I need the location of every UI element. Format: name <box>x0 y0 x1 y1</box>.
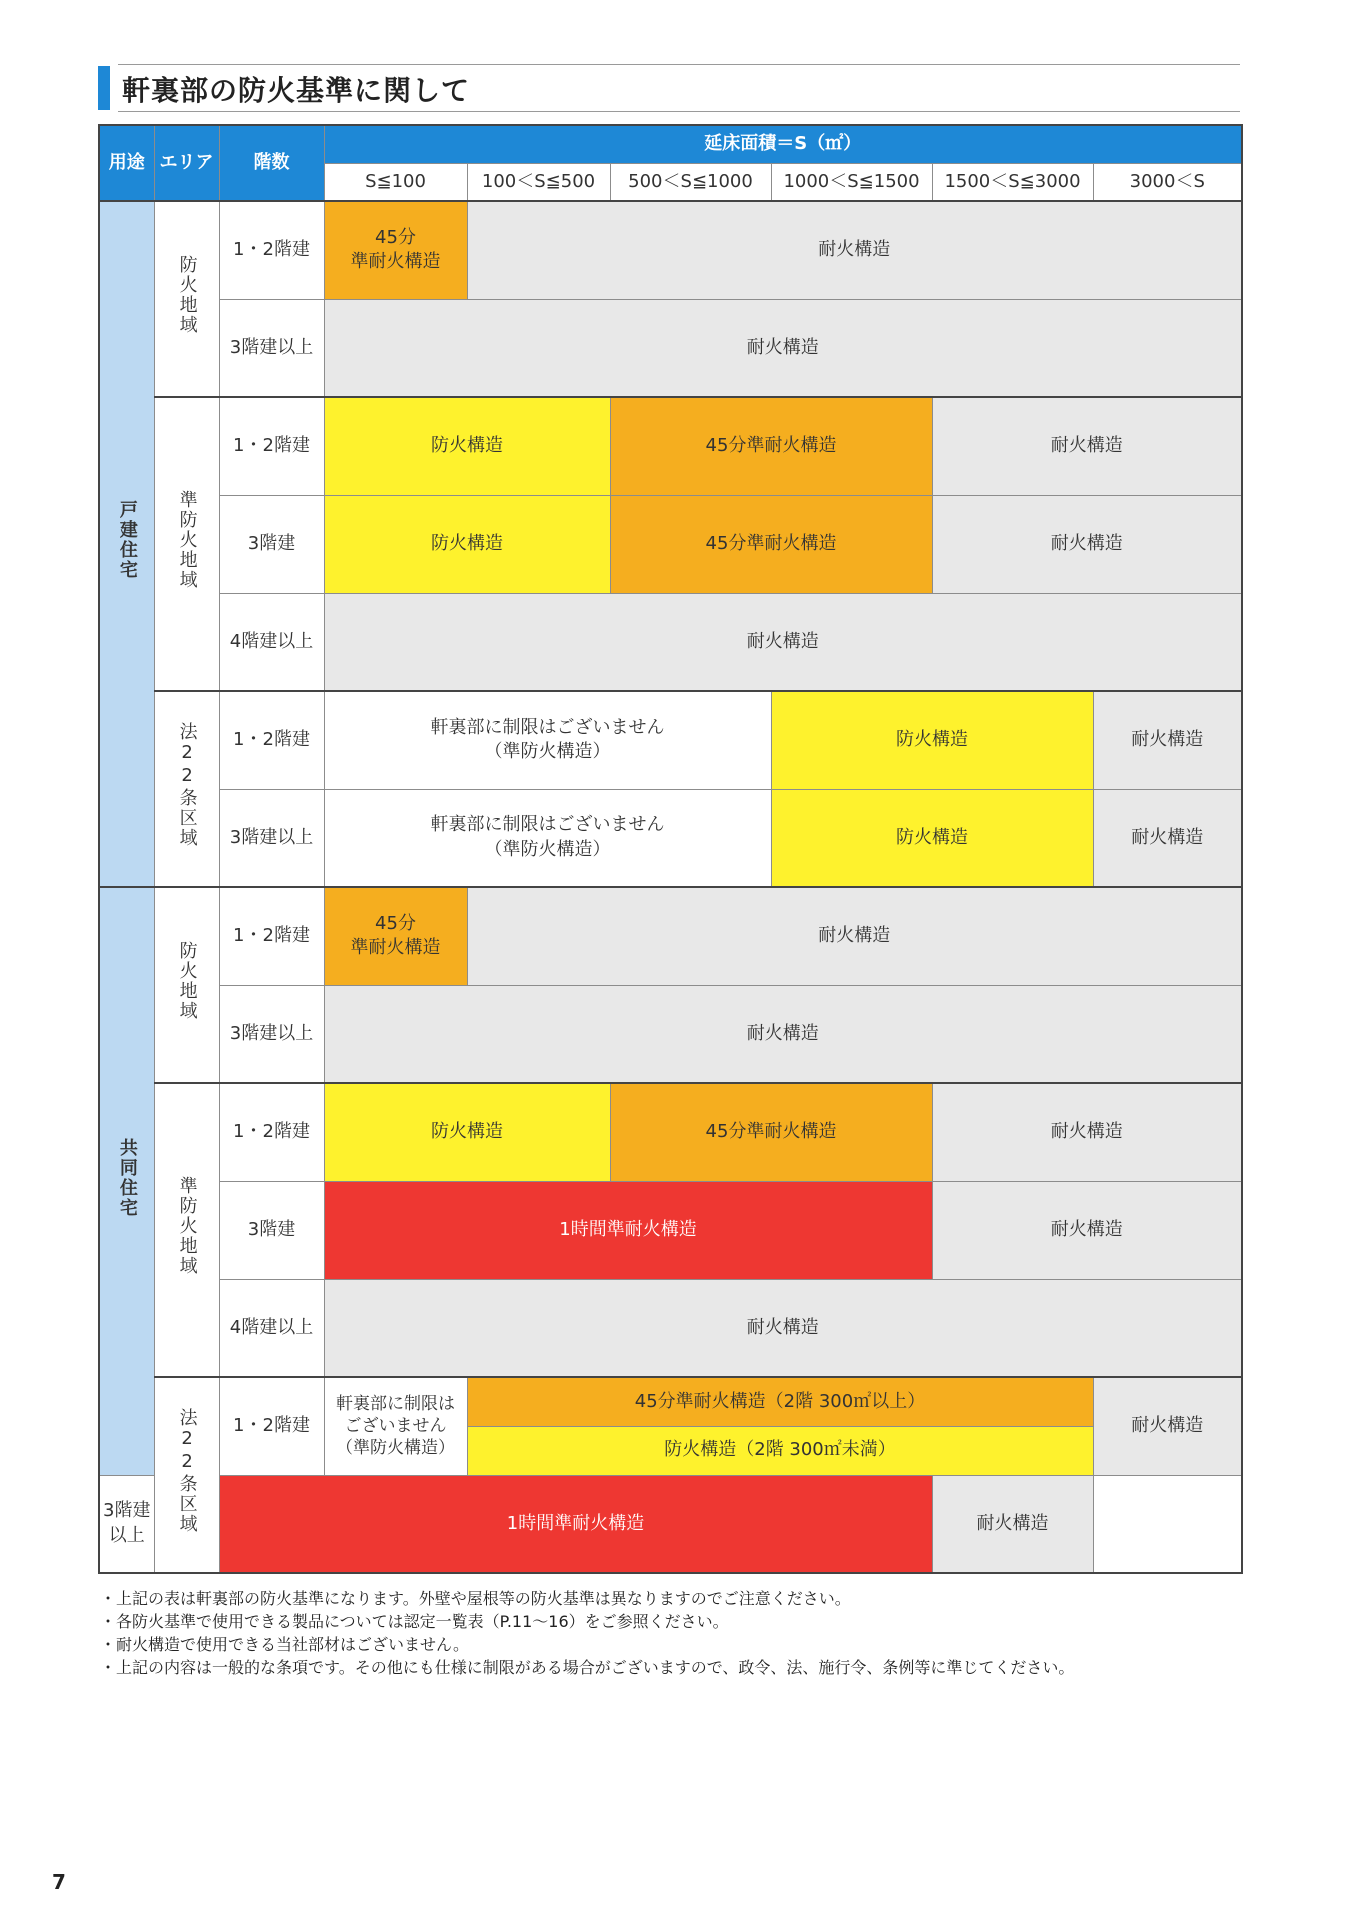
area-fire-zone <box>154 887 219 1083</box>
floor-label: 3階建 <box>219 1181 324 1279</box>
cell-text: 軒裏部に制限は <box>336 1394 455 1415</box>
floor-label: 3階建以上 <box>219 299 324 397</box>
cell-fire-prevention: 防火構造 <box>324 495 610 593</box>
area-fire-zone-label: 防火地域 <box>176 941 198 1022</box>
range-2: 100＜S≦500 <box>467 163 610 201</box>
table-row <box>99 201 1242 299</box>
area-fire-zone-label: 防火地域 <box>176 255 198 336</box>
floor-label: 1・2階建 <box>219 201 324 299</box>
floor-label: 3階建以上 <box>99 1475 154 1573</box>
cell-no-restriction <box>324 789 771 887</box>
table-row <box>99 593 1242 691</box>
cell-fireproof: 耐火構造 <box>1093 691 1242 789</box>
cell-45min <box>324 201 467 299</box>
cell-45min-2f-over: 45分準耐火構造（2階 300㎡以上） <box>467 1377 1093 1426</box>
note-item: ・耐火構造で使用できる当社部材はございません。 <box>100 1635 469 1654</box>
table-row <box>99 1377 1242 1426</box>
cell-fireproof: 耐火構造 <box>324 593 1242 691</box>
area-article22 <box>154 691 219 887</box>
cell-no-restriction <box>324 1377 467 1475</box>
area-fire-zone <box>154 201 219 397</box>
floor-label: 1・2階建 <box>219 691 324 789</box>
use-detached <box>99 201 154 887</box>
cell-text: 軒裏部に制限はございません <box>430 716 665 738</box>
cell-text: 軒裏部に制限はございません <box>430 814 665 836</box>
cell-1hour: 1時間準耐火構造 <box>324 1181 932 1279</box>
cell-fireproof: 耐火構造 <box>467 887 1242 985</box>
cell-text: 45分 <box>375 226 416 248</box>
cell-45min: 45分準耐火構造 <box>610 1083 932 1181</box>
area-quasi-fire-zone <box>154 397 219 691</box>
notes <box>100 1587 1250 1679</box>
range-1: S≦100 <box>324 163 467 201</box>
cell-fireproof: 耐火構造 <box>1093 1377 1242 1475</box>
cell-fire-prevention: 防火構造 <box>771 691 1093 789</box>
table-row <box>99 1181 1242 1279</box>
floor-label: 1・2階建 <box>219 1377 324 1475</box>
floor-label: 1・2階建 <box>219 397 324 495</box>
header-floors: 階数 <box>219 125 324 201</box>
range-6: 3000＜S <box>1093 163 1242 201</box>
cell-45min <box>324 887 467 985</box>
cell-fireproof: 耐火構造 <box>932 1181 1242 1279</box>
cell-fireproof: 耐火構造 <box>324 1279 1242 1377</box>
title-accent-bar <box>98 66 110 110</box>
cell-text: （準防火構造） <box>336 1438 455 1459</box>
use-detached-label: 戸建住宅 <box>116 500 138 581</box>
cell-text: 準耐火構造 <box>350 937 441 959</box>
cell-text: 45分 <box>375 912 416 934</box>
cell-text: （準防火構造） <box>484 838 611 860</box>
floor-label: 3階建以上 <box>219 789 324 887</box>
header-area: エリア <box>154 125 219 201</box>
cell-text: 準耐火構造 <box>350 251 441 273</box>
range-5: 1500＜S≦3000 <box>932 163 1093 201</box>
table-row <box>99 1083 1242 1181</box>
floor-label: 4階建以上 <box>219 1279 324 1377</box>
table-row <box>99 789 1242 887</box>
cell-45min: 45分準耐火構造 <box>610 495 932 593</box>
table-row <box>99 1475 1242 1573</box>
page-number: 7 <box>52 1870 66 1894</box>
title-rule-bottom <box>118 111 1240 112</box>
section-title <box>98 64 1240 112</box>
header-use: 用途 <box>99 125 154 201</box>
cell-fireproof: 耐火構造 <box>324 985 1242 1083</box>
use-apartment-label: 共同住宅 <box>116 1137 138 1218</box>
header-floor-area: 延床面積＝S（㎡） <box>324 125 1242 163</box>
note-item: ・各防火基準で使用できる製品については認定一覧表（P.11～16）をご参照ください。 <box>100 1612 729 1631</box>
area-quasi-fire-zone-label: 準防火地域 <box>176 1176 198 1277</box>
floor-label: 3階建以上 <box>219 985 324 1083</box>
area-quasi-fire-zone-label: 準防火地域 <box>176 490 198 591</box>
cell-no-restriction <box>324 691 771 789</box>
table-row <box>99 495 1242 593</box>
cell-fire-prevention-2f-under: 防火構造（2階 300㎡未満） <box>467 1426 1093 1475</box>
area-article22-label: 法22条区域 <box>176 722 198 849</box>
table-row <box>99 299 1242 397</box>
table-row <box>99 397 1242 495</box>
range-3: 500＜S≦1000 <box>610 163 771 201</box>
cell-fireproof: 耐火構造 <box>932 495 1242 593</box>
cell-fireproof: 耐火構造 <box>932 1475 1093 1573</box>
cell-fireproof: 耐火構造 <box>1093 789 1242 887</box>
table-row <box>99 985 1242 1083</box>
cell-fireproof: 耐火構造 <box>324 299 1242 397</box>
area-article22 <box>154 1377 219 1573</box>
table-row <box>99 887 1242 985</box>
page-title: 軒裏部の防火基準に関して <box>122 74 471 107</box>
cell-1hour: 1時間準耐火構造 <box>219 1475 932 1573</box>
cell-text: （準防火構造） <box>484 741 611 763</box>
use-apartment <box>99 887 154 1475</box>
area-quasi-fire-zone <box>154 1083 219 1377</box>
header-row-1 <box>99 125 1242 163</box>
area-article22-label: 法22条区域 <box>176 1408 198 1535</box>
cell-text: ございません <box>344 1416 447 1437</box>
cell-45min: 45分準耐火構造 <box>610 397 932 495</box>
fire-standard-table <box>98 124 1243 1574</box>
table-row <box>99 691 1242 789</box>
cell-fire-prevention: 防火構造 <box>771 789 1093 887</box>
note-item: ・上記の内容は一般的な条項です。その他にも仕様に制限がある場合がございますので、政令、法、施行令、条例等に準じてください。 <box>100 1658 1075 1677</box>
floor-label: 4階建以上 <box>219 593 324 691</box>
floor-label: 1・2階建 <box>219 1083 324 1181</box>
cell-fireproof: 耐火構造 <box>932 1083 1242 1181</box>
note-item: ・上記の表は軒裏部の防火基準になります。外壁や屋根等の防火基準は異なりますのでご注意ください。 <box>100 1589 851 1608</box>
range-4: 1000＜S≦1500 <box>771 163 932 201</box>
cell-fire-prevention: 防火構造 <box>324 397 610 495</box>
floor-label: 1・2階建 <box>219 887 324 985</box>
cell-fire-prevention: 防火構造 <box>324 1083 610 1181</box>
table-row <box>99 1279 1242 1377</box>
title-rule-top <box>118 64 1240 65</box>
cell-fireproof: 耐火構造 <box>467 201 1242 299</box>
floor-label: 3階建 <box>219 495 324 593</box>
cell-fireproof: 耐火構造 <box>932 397 1242 495</box>
